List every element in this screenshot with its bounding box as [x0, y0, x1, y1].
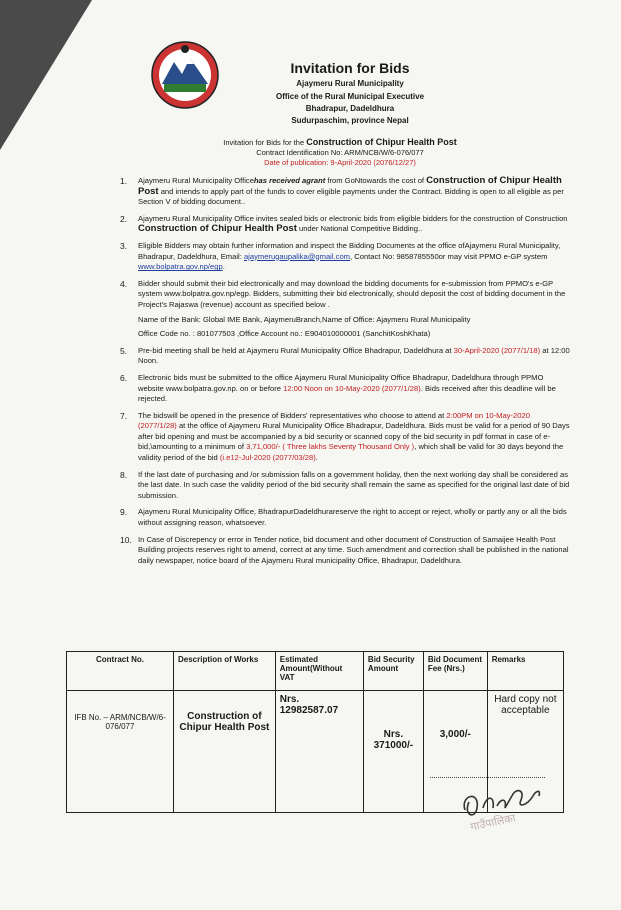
contract-no-cell: IFB No. – ARM/NCB/W/6-076/077: [67, 691, 174, 813]
item-number: 3.: [120, 240, 128, 251]
ifb-project: Construction of Chipur Health Post: [306, 137, 457, 147]
item-text: , Contact No: 9858785550or may visit PPMO e-GP system: [350, 251, 548, 261]
item-number: 6.: [120, 372, 128, 383]
egp-link[interactable]: www.bolpatra.gov.np/egp: [138, 262, 223, 272]
amount-currency: Nrs.: [279, 694, 300, 705]
contract-identification: Contract Identification No: ARM/NCB/W/6-076/077: [256, 148, 424, 157]
security-cell: Nrs. 371000/-: [363, 691, 423, 813]
col-header: Remarks: [487, 652, 563, 691]
item-text: Ajaymeru Rural Municipality Office, BhadrapurDadeldhurareserve the right to accept or reject, wholly or partly any or all the bids without assigning reason, whatsoever.: [138, 507, 567, 528]
list-item: [120, 507, 570, 528]
email-link[interactable]: ajaymerugaupalika@gmail.com: [243, 251, 351, 261]
bank-details: Name of the Bank: Global IME Bank, AjaymeruBranch,Name of Office: Ajaymeru Rural Municipality: [138, 314, 471, 324]
ifb-prefix: Invitation for Bids for the: [223, 138, 305, 147]
publication-date: Date of publication: 9-April-2020 (2076/12/27): [264, 158, 416, 167]
item-emphasis: has received agrant: [253, 176, 326, 185]
item-text: Ajaymeru Rural Municipality Office: [138, 176, 254, 185]
item-text: Pre-bid meeting shall be held at Ajaymeru Rural Municipality Office Bhadrapur, Dadeldhura at: [138, 345, 454, 355]
description-cell: Construction of Chipur Health Post: [174, 691, 276, 813]
item-text: In Case of Discrepency or error in Tender notice, bid document and other document of Construction of Samaijee Health Post Building projects reserves right to amend, correct at any time. Such amendment and correction shall be published in the national daily newspaper, notice board of the Ajaymeru Rural municipality Office, Bhadrapur, Dadeldhura.: [138, 534, 569, 565]
nepal-emblem-icon: [150, 40, 220, 110]
remarks-cell: Hard copy not acceptable: [487, 691, 563, 813]
item-number: 2.: [120, 213, 128, 224]
list-item: [120, 470, 570, 502]
notice-items: [120, 176, 570, 572]
item-text: If the last date of purchasing and /or submission falls on a government holiday, then the next working day shall be considered as the last date. In such case the validity period of the bid security shall remain the same as specified for the original last date of bid submission.: [138, 469, 570, 500]
notice-title: Invitation for Bids: [290, 60, 410, 76]
item-text: at the office of Ajaymeru Rural Municipality Office Bhadrapur, Dadeldhura. Bids must be valid for a period of 90 Days after bid opening and must be accompanied by a bid security or scanned copy of the bid security in pdf format in case of e-bid,\amounting to a minimum of: [138, 421, 570, 452]
item-text: and intends to apply part of the funds to cover eligible payments under the Contract. Bidding is open to all eligible as per Section V of bidding document..: [138, 186, 564, 207]
ifb-heading: [150, 137, 530, 147]
item-number: 10.: [120, 534, 132, 545]
col-header: Bid Document Fee (Nrs.): [423, 652, 487, 691]
list-item: [120, 176, 570, 208]
item-number: 1.: [120, 176, 128, 186]
prebid-date: 30-April-2020 (2077/1/18): [453, 345, 541, 355]
col-header: Bid Security Amount: [363, 652, 423, 691]
item-number: 9.: [120, 507, 128, 518]
item-text: . Bids received after this deadline will be rejected.: [138, 383, 556, 404]
list-item: [120, 411, 570, 464]
item-project: Construction of Chipur Health Post: [138, 223, 297, 235]
item-text: under National Competitive Bidding..: [296, 224, 423, 234]
fee-cell: 3,000/-: [423, 691, 487, 813]
list-item: [120, 241, 570, 273]
col-header: Contract No.: [67, 652, 174, 691]
col-header: Estimated Amount(Without VAT: [275, 652, 363, 691]
item-text: The bidswill be opened in the presence of Bidders' representatives who choose to attend at: [138, 410, 447, 420]
list-item: [120, 535, 570, 567]
folded-corner: [0, 0, 92, 150]
item-text: towards the cost of: [360, 176, 427, 185]
security-amount: 3,71,000/- ( Three lakhs Seventy Thousand Only ): [246, 442, 415, 452]
amount-cell: [275, 691, 363, 813]
item-number: 5.: [120, 345, 128, 356]
item-number: 7.: [120, 410, 128, 421]
item-text: .: [315, 453, 318, 463]
item-text: from GoN: [325, 176, 361, 185]
municipality-name: Ajaymeru Rural Municipality: [296, 79, 404, 88]
opening-date: 2:00PM on 10-May-2020 (2077/1/28): [138, 410, 530, 431]
list-item: [120, 373, 570, 405]
list-item: [120, 279, 570, 340]
item-text: Electronic bids must be submitted to the office Ajaymeru Rural Municipality Office Bhadrapur, Dadeldhura through PPMO website www.bolpatra.gov.np. on or before: [138, 372, 544, 393]
item-text: at 12:00 Noon.: [138, 345, 570, 366]
col-header: Description of Works: [174, 652, 276, 691]
table-header-row: [67, 652, 564, 691]
item-text: .: [222, 262, 225, 272]
office-code: Office Code no. : 801077503 ,Office Account no.: E904010000001 (SanchitKoshKhata): [138, 329, 431, 339]
province-name: Sudurpaschim, province Nepal: [291, 116, 409, 125]
list-item: [120, 346, 570, 367]
list-item: [120, 214, 570, 235]
amount-value: 12982587.07: [279, 705, 339, 716]
submission-deadline: 12:00 Noon on 10-May-2020 (2077/1/28): [283, 383, 421, 393]
validity-date: (i.e12-Jul-2020 (2077/03/28): [219, 453, 316, 463]
item-project: Construction of Chipur Health Post: [138, 175, 562, 197]
item-text: , which shall be valid for 30 days beyond the validity period of the bid: [138, 442, 564, 463]
office-stamp: गाउँपालिका: [469, 812, 517, 834]
office-location: Bhadrapur, Dadeldhura: [305, 104, 395, 113]
office-name: Office of the Rural Municipal Executive: [275, 92, 425, 101]
item-number: 4.: [120, 278, 128, 289]
item-text: Eligible Bidders may obtain further information and inspect the Bidding Documents at the office ofAjaymeru Rural Municipality, Bhadrapur, Dadeldhura, Email:: [138, 240, 561, 261]
item-text: Ajaymeru Rural Municipality Office invites sealed bids or electronic bids from eligible bidders for the construction of Construction: [138, 213, 568, 223]
item-text: Bidder should submit their bid electronically and may download the bidding documents for e-submission from PPMO's e-GP system www.bolpatra.gov.np/egp. Bidders, submitting their bid electronically, should deposit the cost of bidding document in the Project's Rajaswa (revenue) account as specified below .: [138, 278, 566, 309]
item-number: 8.: [120, 469, 128, 480]
